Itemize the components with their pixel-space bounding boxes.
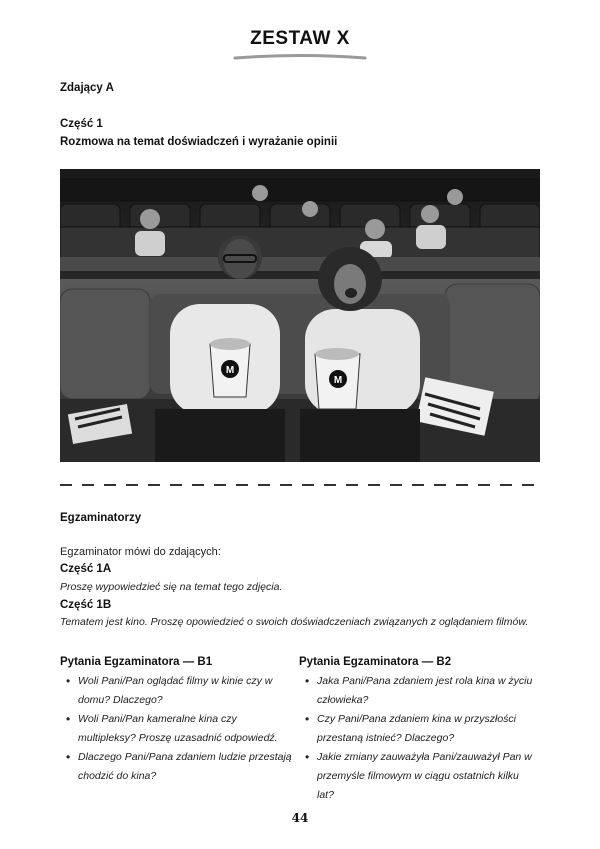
examiners-intro: Egzaminator mówi do zdających: bbox=[60, 546, 221, 558]
question-item: • Czy Pani/Pana zdaniem kina w przyszłości przestaną istnieć? Dlaczego? bbox=[317, 710, 534, 748]
questions-b1 bbox=[60, 656, 295, 786]
question-item: • Jakie zmiany zauważyła Pani/zauważył Pan w przemyśle filmowym w ciągu ostatnich kilku lat? bbox=[317, 748, 534, 805]
part1-subtitle: Rozmowa na temat doświadczeń i wyrażanie opinii bbox=[60, 136, 338, 148]
cup-logo-right: M bbox=[333, 375, 343, 386]
examiners-heading: Egzaminatorzy bbox=[60, 512, 142, 524]
question-item: • Woli Pani/Pan kameralne kina czy multipleksy? Proszę uzasadnić odpowiedź. bbox=[78, 710, 295, 748]
questions-b2-heading: Pytania Egzaminatora — B2 bbox=[299, 656, 452, 668]
cinema-photo bbox=[60, 169, 540, 462]
questions-b2-list bbox=[299, 672, 534, 805]
candidate-label: Zdający A bbox=[60, 82, 114, 94]
part1-label: Część 1 bbox=[60, 118, 103, 130]
questions-b1-list bbox=[60, 672, 295, 786]
part1b-label: Część 1B bbox=[60, 599, 112, 611]
cup-logo-left: M bbox=[225, 365, 235, 376]
part1b-text: Tematem jest kino. Proszę opowiedzieć o swoich doświadczeniach związanych z oglądaniem filmów. bbox=[60, 616, 529, 628]
question-item: • Jaka Pani/Pana zdaniem jest rola kina w życiu człowieka? bbox=[317, 672, 534, 710]
question-item: • Dlaczego Pani/Pana zdaniem ludzie przestają chodzić do kina? bbox=[78, 748, 295, 786]
part1a-label: Część 1A bbox=[60, 563, 112, 575]
part1a-text: Proszę wypowiedzieć się na temat tego zdjęcia. bbox=[60, 581, 283, 593]
dashed-separator bbox=[60, 484, 540, 486]
cinema-scene-illustration bbox=[60, 169, 540, 462]
title-underline bbox=[233, 54, 367, 60]
questions-b2 bbox=[299, 656, 534, 805]
page-number: 44 bbox=[291, 811, 309, 825]
question-item: • Woli Pani/Pan oglądać filmy w kinie czy w domu? Dlaczego? bbox=[78, 672, 295, 710]
page-title: ZESTAW X bbox=[250, 28, 350, 49]
questions-b1-heading: Pytania Egzaminatora — B1 bbox=[60, 656, 213, 668]
